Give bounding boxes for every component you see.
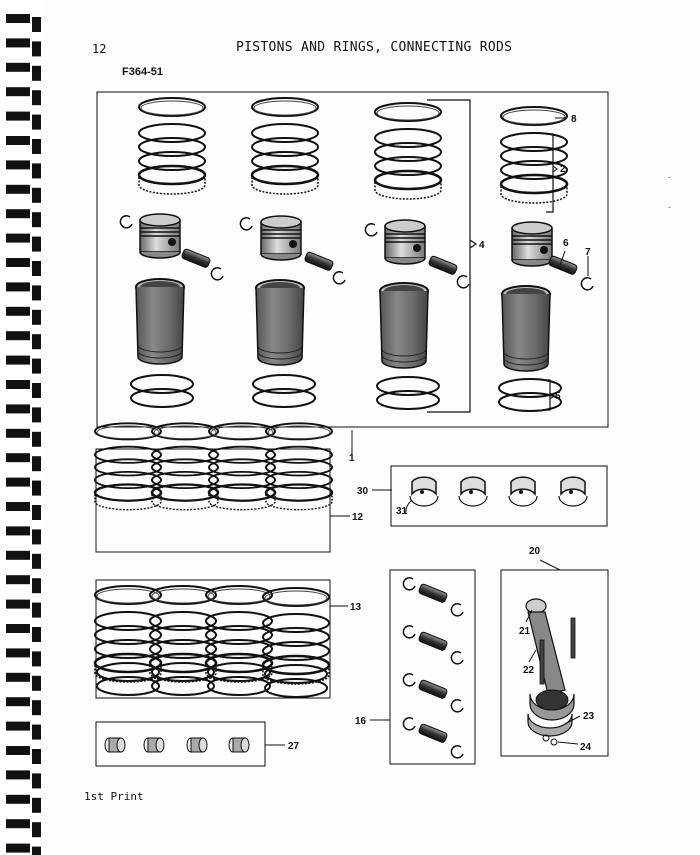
sleeve-seals-4 (499, 379, 561, 411)
callout-7: 7 (585, 247, 591, 258)
cylinder-sleeve-3 (380, 283, 428, 368)
print-footer: 1st Print (84, 790, 144, 803)
piston-column-1 (120, 214, 223, 280)
ring-set-column-3 (375, 103, 441, 199)
ring-set-column-1 (139, 98, 205, 194)
ring-kit-frame-12 (95, 423, 350, 552)
page-title: PISTONS AND RINGS, CONNECTING RODS (236, 40, 513, 55)
callout-1: 1 (349, 453, 355, 464)
callout-30: 30 (357, 486, 369, 497)
callout-16: 16 (355, 716, 367, 727)
piston-column-2 (240, 216, 345, 284)
ring-kit-frame-13 (95, 580, 348, 698)
callout-20: 20 (529, 546, 541, 557)
margin-mark: - (668, 172, 671, 182)
callout-5: 5 (555, 391, 561, 402)
callout-8: 8 (571, 114, 577, 125)
figure-code: F364-51 (122, 66, 163, 78)
callout-22: 22 (523, 665, 535, 676)
callout-24: 24 (580, 742, 592, 753)
piston-column-4 (512, 222, 593, 290)
connecting-rod-frame-20 (501, 560, 608, 756)
bearing-frame-30 (372, 466, 607, 526)
ring-set-column-2 (252, 98, 318, 194)
callout-31: 31 (396, 506, 408, 517)
cylinder-sleeve-2 (256, 280, 304, 365)
sleeve-seals-2 (253, 375, 315, 407)
sleeve-seals-1 (131, 375, 193, 407)
bushing-frame-27 (96, 722, 285, 766)
cylinder-sleeve-4 (502, 286, 550, 371)
page-number: 12 (92, 42, 107, 56)
callout-23: 23 (583, 711, 595, 722)
callout-6: 6 (563, 238, 569, 249)
callout-27: 27 (288, 741, 300, 752)
ring-set-column-4 (501, 107, 567, 203)
bracket-2 (546, 134, 557, 212)
pin-kit-frame-16 (370, 570, 475, 764)
cylinder-sleeve-1 (136, 279, 184, 364)
piston-column-3 (365, 220, 469, 288)
margin-mark: - (668, 202, 671, 212)
callout-13: 13 (350, 602, 362, 613)
sleeve-seals-3 (377, 377, 439, 409)
callout-2: 2 (560, 164, 566, 175)
callout-21: 21 (519, 626, 531, 637)
callout-12: 12 (352, 512, 364, 523)
callout-4: 4 (479, 240, 485, 251)
